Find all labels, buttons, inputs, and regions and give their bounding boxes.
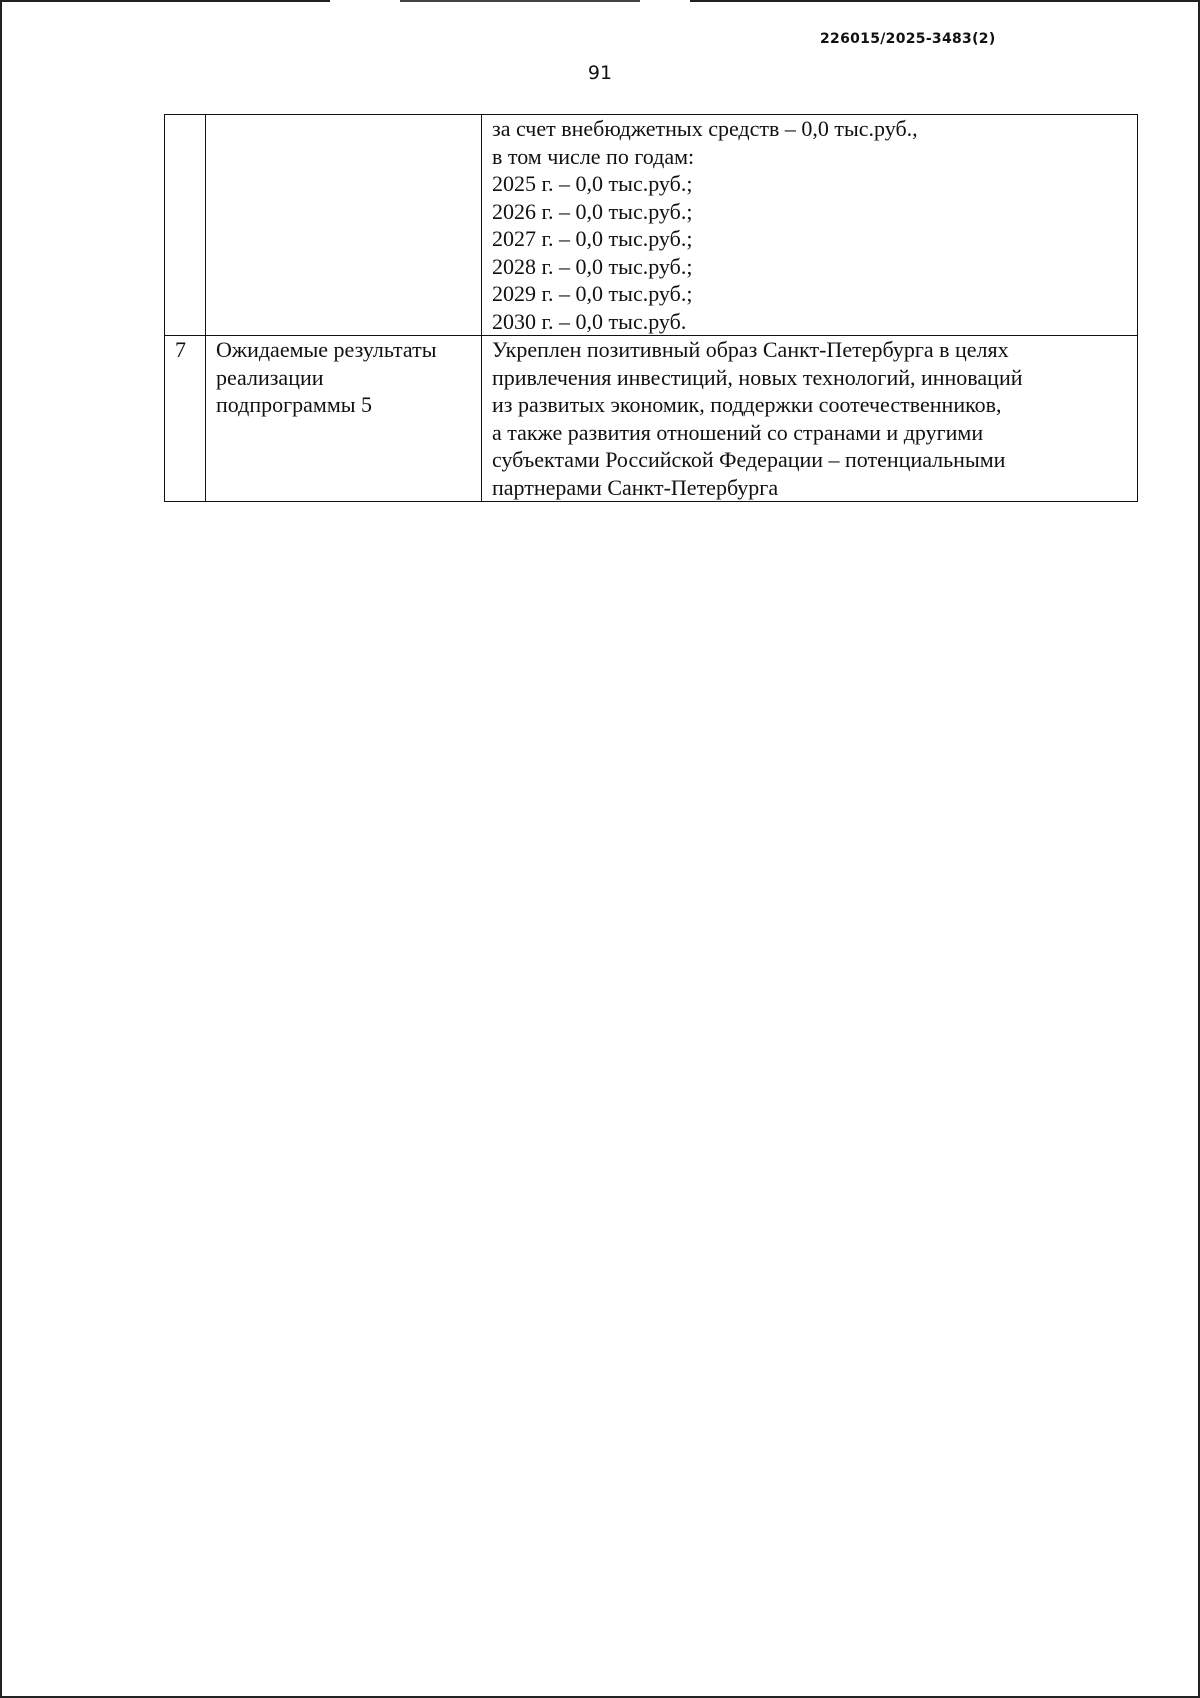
content-line: 2029 г. – 0,0 тыс.руб.; bbox=[492, 281, 693, 306]
content-line: а также развития отношений со странами и другими bbox=[492, 419, 984, 445]
content-line: Укреплен позитивный образ Санкт-Петербурга в целях bbox=[492, 337, 1009, 362]
row-label-cell bbox=[206, 336, 482, 502]
row-label-cell bbox=[206, 115, 482, 336]
content-line: 2030 г. – 0,0 тыс.руб. bbox=[492, 308, 687, 334]
row-number-cell bbox=[165, 115, 206, 336]
row-content-cell bbox=[482, 115, 1138, 336]
content-line: партнерами Санкт-Петербурга bbox=[492, 474, 779, 500]
content-line: привлечения инвестиций, новых технологий, инноваций bbox=[492, 364, 1023, 390]
content-line: в том числе по годам: bbox=[492, 143, 695, 169]
content-line: 2026 г. – 0,0 тыс.руб.; bbox=[492, 198, 693, 224]
row-number-cell: 7 bbox=[165, 336, 206, 502]
content-line: 2028 г. – 0,0 тыс.руб.; bbox=[492, 253, 693, 279]
program-table bbox=[164, 114, 1138, 502]
row-content-cell bbox=[482, 336, 1138, 502]
page-number: 91 bbox=[587, 62, 613, 84]
table-row bbox=[165, 336, 1138, 502]
content-line: из развитых экономик, поддержки соотечественников, bbox=[492, 392, 1002, 417]
content-line: 2027 г. – 0,0 тыс.руб.; bbox=[492, 226, 693, 251]
content-line: 2025 г. – 0,0 тыс.руб.; bbox=[492, 171, 693, 196]
content-line: за счет внебюджетных средств – 0,0 тыс.руб., bbox=[492, 116, 918, 141]
label-line: реализации bbox=[216, 364, 324, 390]
label-line: Ожидаемые результаты bbox=[216, 337, 437, 362]
scan-top-edge bbox=[0, 0, 1200, 2]
table-row bbox=[165, 115, 1138, 336]
content-line: субъектами Российской Федерации – потенциальными bbox=[492, 447, 1006, 472]
document-id: 226015/2025-3483(2) bbox=[820, 31, 996, 47]
label-line: подпрограммы 5 bbox=[216, 392, 373, 417]
